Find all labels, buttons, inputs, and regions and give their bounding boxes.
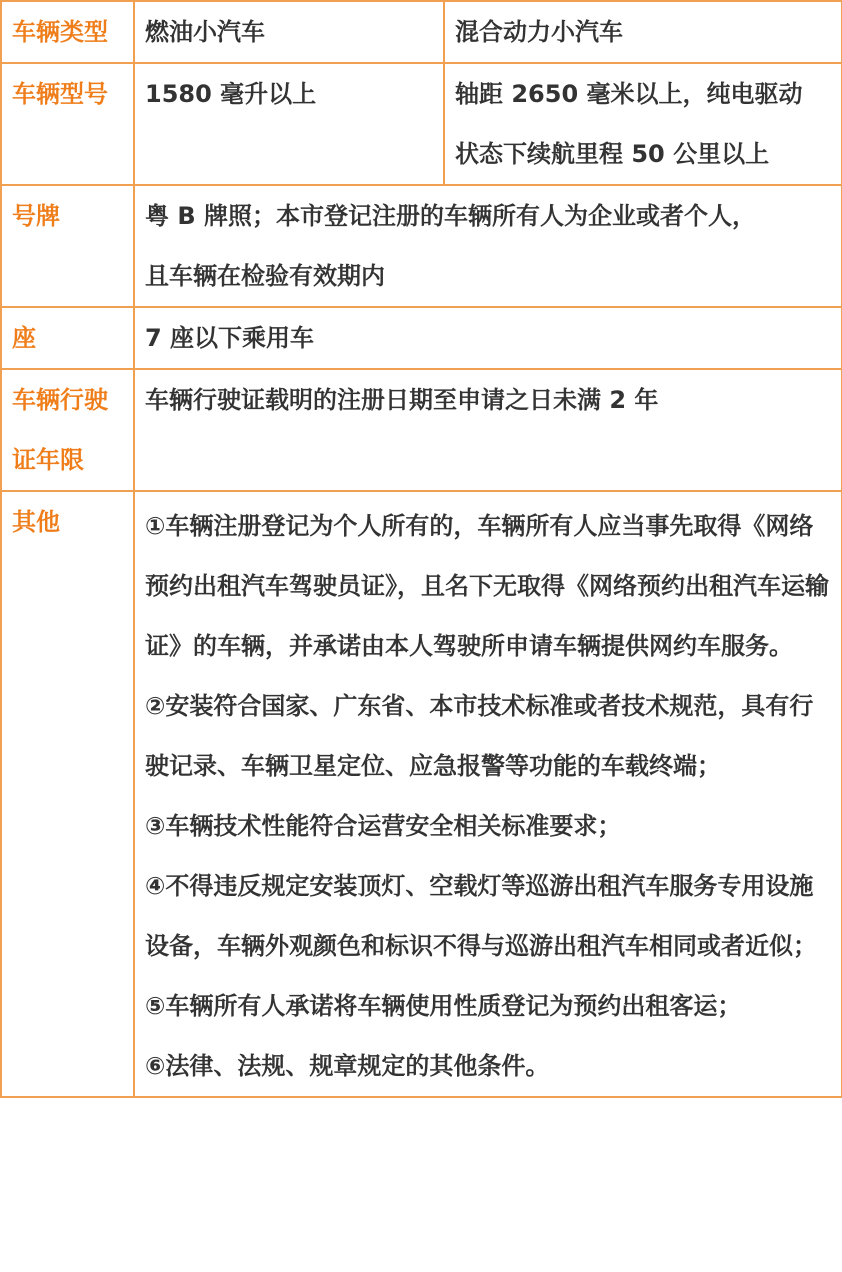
vehicle-model-hybrid-line2: 状态下续航里程 50 公里以上	[455, 140, 770, 168]
vehicle-type-hybrid: 混合动力小汽车	[444, 1, 842, 63]
row-license-age	[1, 369, 842, 491]
other-item-5: ⑤车辆所有人承诺将车辆使用性质登记为预约出租客运；	[145, 992, 742, 1020]
other-item-4: ④不得违反规定安装顶灯、空载灯等巡游出租汽车服务专用设施设备，车辆外观颜色和标识不得与巡游出租汽车相同或者近似；	[145, 872, 817, 960]
row-plate	[1, 185, 842, 307]
other-item-2: ②安装符合国家、广东省、本市技术标准或者技术规范，具有行驶记录、车辆卫星定位、应急报警等功能的车载终端；	[145, 692, 814, 780]
label-other: 其他	[1, 491, 134, 1097]
seats-value: 7 座以下乘用车	[134, 307, 842, 369]
label-vehicle-model: 车辆型号	[1, 63, 134, 185]
other-item-6: ⑥法律、法规、规章规定的其他条件。	[145, 1052, 550, 1080]
license-age-value: 车辆行驶证载明的注册日期至申请之日未满 2 年	[134, 369, 842, 491]
label-seats: 座	[1, 307, 134, 369]
other-item-1: ①车辆注册登记为个人所有的，车辆所有人应当事先取得《网络预约出租汽车驾驶员证》，且名下无取得《网络预约出租汽车运输证》的车辆，并承诺由本人驾驶所申请车辆提供网约车服务。	[145, 512, 829, 660]
plate-line1: 粤 B 牌照；本市登记注册的车辆所有人为企业或者个人，	[145, 202, 757, 230]
label-plate: 号牌	[1, 185, 134, 307]
plate-line2: 且车辆在检验有效期内	[145, 262, 385, 290]
row-other	[1, 491, 842, 1097]
row-vehicle-type	[1, 1, 842, 63]
label-license-age-line2: 证年限	[12, 446, 84, 474]
label-vehicle-type: 车辆类型	[1, 1, 134, 63]
other-value	[134, 491, 842, 1097]
row-seats	[1, 307, 842, 369]
vehicle-type-fuel: 燃油小汽车	[134, 1, 444, 63]
vehicle-model-fuel: 1580 毫升以上	[134, 63, 444, 185]
row-vehicle-model	[1, 63, 842, 185]
label-license-age	[1, 369, 134, 491]
label-license-age-line1: 车辆行驶	[12, 386, 108, 414]
vehicle-model-hybrid	[444, 63, 842, 185]
plate-value	[134, 185, 842, 307]
vehicle-model-hybrid-line1: 轴距 2650 毫米以上，纯电驱动	[455, 80, 803, 108]
other-item-3: ③车辆技术性能符合运营安全相关标准要求；	[145, 812, 622, 840]
